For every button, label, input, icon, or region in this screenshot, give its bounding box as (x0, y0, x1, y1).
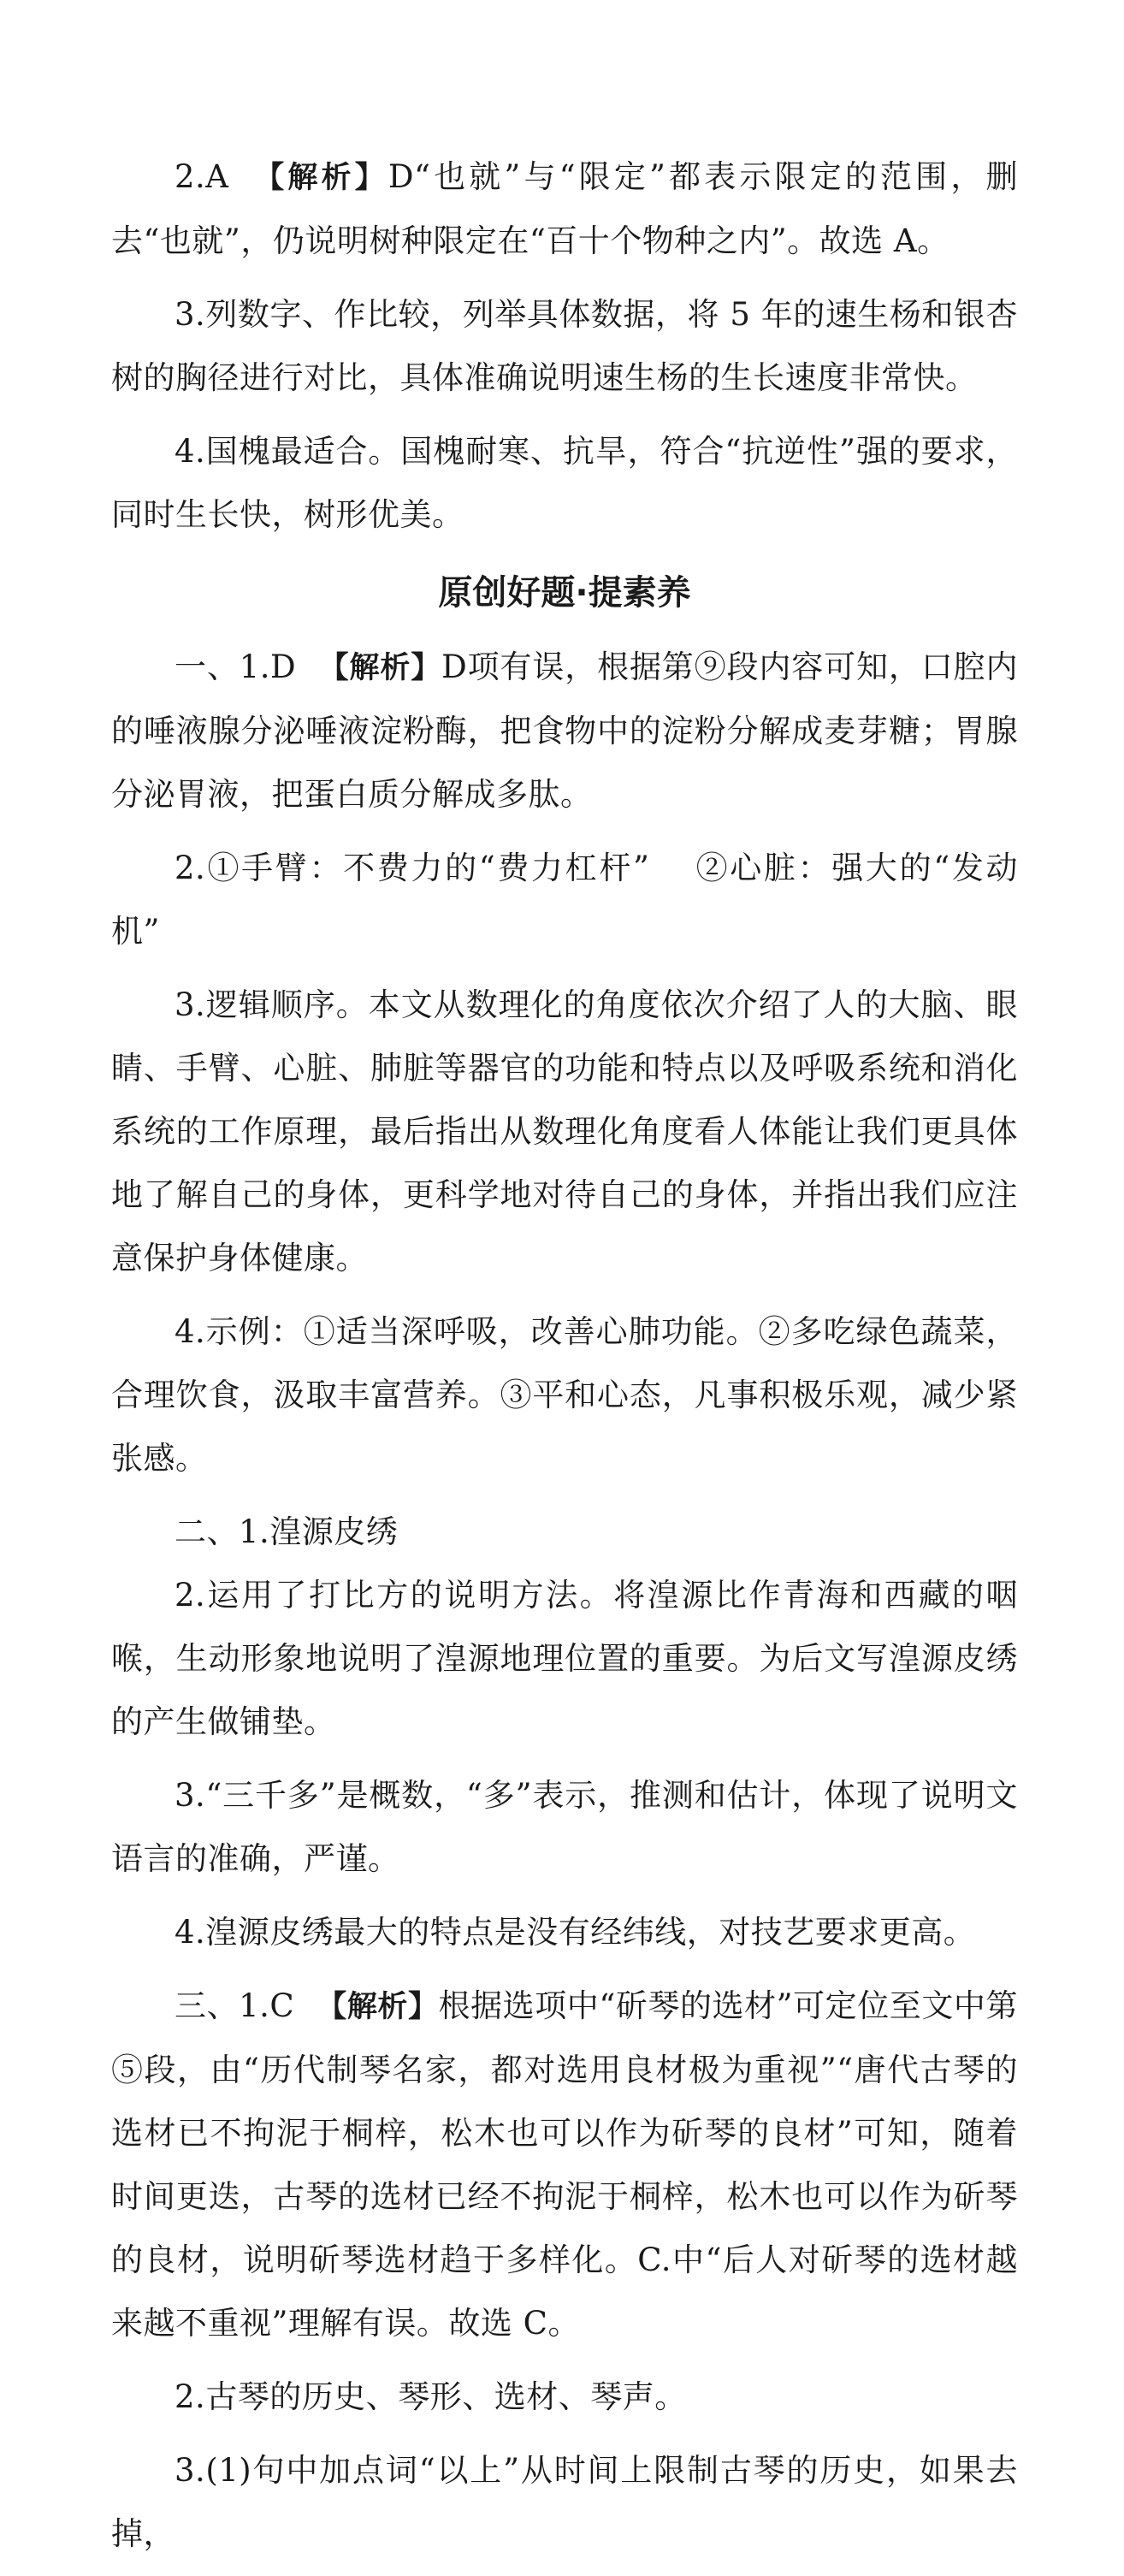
answer-number: 2.A (175, 158, 229, 195)
answer-3-2 (111, 2366, 1018, 2429)
answer-1-3 (111, 974, 1018, 1290)
answer-number: 2. (175, 850, 206, 886)
answer-1-1 (111, 636, 1018, 826)
answer-text: 国槐最适合。国槐耐寒、抗旱，符合“抗逆性”强的要求，同时生长快，树形优美。 (111, 433, 1018, 533)
answer-number: 2. (175, 2378, 206, 2415)
answer-top-4 (111, 420, 1018, 547)
answer-number: 4. (175, 1313, 206, 1350)
answer-text: 列数字、作比较，列举具体数据，将 5 年的速生杨和银杏树的胸径进行对比，具体准确说明速生杨的生长速度非常快。 (111, 296, 1018, 396)
answer-page (111, 145, 1018, 2576)
section-title: 原创好题·提素养 (438, 573, 691, 613)
answer-2-4 (111, 1901, 1018, 1964)
answer-text: 示例：①适当深呼吸，改善心肺功能。②多吃绿色蔬菜，合理饮食，汲取丰富营养。③平和心态，凡事积极乐观，减少紧张感。 (111, 1313, 1018, 1477)
answer-text: 湟源皮绣最大的特点是没有经纬线，对技艺要求更高。 (205, 1914, 976, 1951)
answer-top-3 (111, 283, 1018, 410)
answer-text: “三千多”是概数，“多”表示，推测和估计，体现了说明文语言的准确，严谨。 (111, 1777, 1018, 1877)
answer-text: (1)句中加点词“以上”从时间上限制古琴的历史，如果去掉， (111, 2452, 1018, 2552)
answer-3-3 (111, 2439, 1018, 2566)
answer-3-1 (111, 1975, 1018, 2355)
answer-1-4 (111, 1300, 1018, 1490)
answer-text-b: ②心脏：强大的“发动机” (111, 850, 1018, 950)
answer-top-2 (111, 145, 1018, 273)
answer-number: 3. (175, 296, 206, 333)
answer-text: D项有误，根据第⑨段内容可知，口腔内的唾液腺分泌唾液淀粉酶，把食物中的淀粉分解成麦芽糖；胃腺分泌胃液，把蛋白质分解成多肽。 (111, 648, 1018, 813)
answer-number: 3. (175, 986, 206, 1023)
answer-number: 二、1. (175, 1513, 270, 1550)
answer-number: 3. (175, 1777, 206, 1814)
answer-number: 一、1.D (175, 648, 297, 685)
answer-2-1 (111, 1501, 1018, 1564)
answer-text: 运用了打比方的说明方法。将湟源比作青海和西藏的咽喉，生动形象地说明了湟源地理位置的重要。为后文写湟源皮绣的产生做铺垫。 (111, 1577, 1018, 1740)
answer-2-3 (111, 1764, 1018, 1891)
answer-text: 湟源皮绣 (269, 1513, 399, 1550)
answer-2-2 (111, 1564, 1018, 1754)
answer-1-2 (111, 837, 1018, 963)
analysis-tag: 【解析】 (318, 651, 442, 685)
analysis-tag: 【解析】 (251, 161, 388, 195)
answer-text: 古琴的历史、琴形、选材、琴声。 (205, 2378, 687, 2415)
answer-text-a: ①手臂：不费力的“费力杠杆” (205, 850, 650, 886)
answer-number: 4. (175, 433, 206, 470)
answer-text: D“也就”与“限定”都表示限定的范围，删去“也就”，仍说明树种限定在“百十个物种之内”。故选 A。 (111, 158, 1018, 259)
answer-number: 三、1.C (175, 1987, 295, 2024)
answer-text: 逻辑顺序。本文从数理化的角度依次介绍了人的大脑、眼睛、手臂、心脏、肺脏等器官的功能和特点以及呼吸系统和消化系统的工作原理，最后指出从数理化角度看人体能让我们更具体地了解自己的身体，更科学地对待自己的身体，并指出我们应注意保护身体健康。 (111, 986, 1018, 1276)
answer-number: 2. (175, 1577, 206, 1614)
answer-number: 3. (175, 2452, 206, 2489)
answer-text: 根据选项中“斫琴的选材”可定位至文中第⑤段，由“历代制琴名家，都对选用良材极为重视”“唐代古琴的选材已不拘泥于桐梓，松木也可以作为斫琴的良材”可知，随着时间更迭，古琴的选材已经不拘泥于桐梓，松木也可以作为斫琴的良材，说明斫琴选材趋于多样化。C.中“后人对斫琴的选材越来越不重视”理解有误。故选 C。 (111, 1987, 1018, 2342)
analysis-tag: 【解析】 (316, 1990, 439, 2024)
answer-number: 4. (175, 1914, 206, 1951)
